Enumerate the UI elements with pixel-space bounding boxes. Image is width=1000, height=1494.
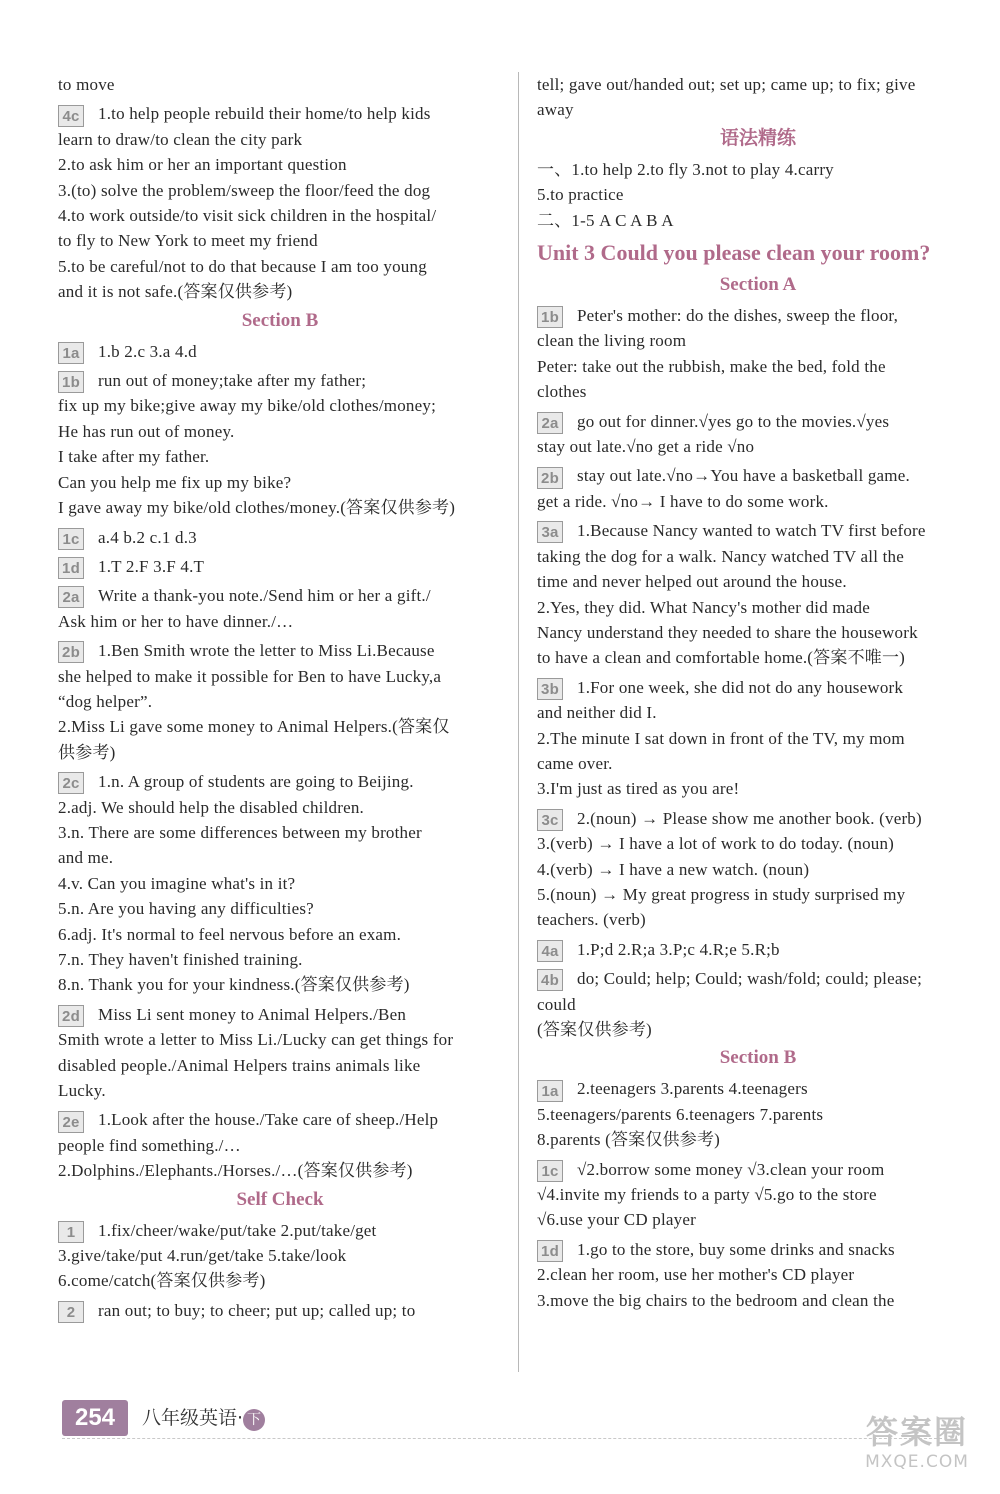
answer-line [537,569,979,594]
answer-line [58,339,502,364]
answer-text: clothes [537,382,587,402]
exercise-tag: 2a [58,586,84,608]
answer-line [58,203,502,228]
answer-line [58,664,502,689]
right-column [537,72,979,1313]
answer-text: 3.(to) solve the problem/sweep the floor/feed the dog [58,180,431,200]
answer-text: (答案仅供参考) [537,1020,652,1039]
answer-line [58,1107,502,1132]
answer-line [537,1182,979,1207]
answer-text: fix up my bike;give away my bike/old clothes/money; [58,396,436,416]
answer-line [537,1207,979,1232]
answer-line [58,228,502,253]
answer-line [537,1076,979,1101]
exercise-tag: 2b [58,641,84,663]
answer-text: run out of money;take after my father; [98,371,367,391]
answer-text: 3.n. There are some differences between my brother [58,822,422,842]
answer-text: 1.go to the store, buy some drinks and snacks [577,1239,895,1259]
exercise-tag: 1c [58,528,84,550]
exercise-tag: 2e [58,1111,84,1133]
answer-line [58,1218,502,1243]
answer-text: 一、1.to help 2.to fly 3.not to play 4.carry [537,159,834,179]
answer-text: 6.adj. It's normal to feel nervous before an exam. [58,924,402,944]
answer-line [58,1158,502,1183]
answer-text: 1.Ben Smith wrote the letter to Miss Li.Because [98,641,435,661]
answer-line [58,947,502,972]
answer-text: a.4 b.2 c.1 d.3 [98,527,197,547]
exercise-tag: 3a [537,521,563,543]
answer-text: Peter's mother: do the dishes, sweep the floor, [577,306,899,326]
answer-line [537,409,979,434]
answer-text: 5.(noun) → My great progress in study surprised my [537,884,906,904]
page-number: 254 [62,1400,128,1436]
answer-line [58,72,502,97]
answer-line [58,1243,502,1268]
answer-text: she helped to make it possible for Ben to have Lucky,a [58,666,442,686]
answer-line [537,751,979,776]
answer-text: Miss Li sent money to Animal Helpers./Ben [98,1004,407,1024]
answer-text: 1.Look after the house./Take care of sheep./Help [98,1110,439,1130]
exercise-tag: 4c [58,105,84,127]
answer-line [537,992,979,1017]
answer-text: tell; gave out/handed out; set up; came up; to fix; give [537,75,916,94]
answer-line [58,972,502,997]
answer-text: 1.b 2.c 3.a 4.d [98,341,197,361]
answer-line [537,1262,979,1287]
answer-text: Write a thank-you note./Send him or her a gift./ [98,586,431,606]
answer-text: clean the living room [537,331,687,351]
page-footer [62,1400,942,1439]
answer-line [58,922,502,947]
answer-text: Peter: take out the rubbish, make the bed, fold the [537,356,886,376]
answer-line [58,152,502,177]
answer-text: and it is not safe.(答案仅供参考) [58,282,293,302]
answer-line [58,714,502,739]
answer-text: and neither did I. [537,703,657,723]
answer-text: 3.I'm just as tired as you are! [537,779,740,799]
answer-text: to have a clean and comfortable home.(答案不唯一) [537,648,906,668]
answer-text: do; Could; help; Could; wash/fold; could; please; [577,969,923,989]
answer-text: 1.n. A group of students are going to Beijing. [98,772,414,792]
answer-text: ran out; to buy; to cheer; put up; called up; to [98,1300,416,1320]
answer-line [58,254,502,279]
answer-text: Nancy understand they needed to share the housework [537,622,918,642]
answer-text: √2.borrow some money √3.clean your room [577,1159,885,1179]
exercise-tag: 2a [537,412,563,434]
answer-text: 8.n. Thank you for your kindness.(答案仅供参考) [58,975,410,995]
answer-line [58,820,502,845]
answer-text: get a ride. √no→ I have to do some work. [537,491,829,511]
answer-text: “dog helper”. [58,691,153,711]
answer-line [537,379,979,404]
exercise-tag: 2b [537,467,563,489]
answer-line [58,127,502,152]
answer-line [537,907,979,932]
answer-line [58,583,502,608]
answer-text: taking the dog for a walk. Nancy watched TV all the [537,546,904,566]
answer-text: 4.(verb) → I have a new watch. (noun) [537,859,810,879]
answer-line [537,966,979,991]
answer-line [537,882,979,907]
answer-line [58,393,502,418]
answer-text: 2.The minute I sat down in front of the TV, my mom [537,728,905,748]
answer-line [58,1027,502,1052]
answer-text: 2.(noun) → Please show me another book. (verb) [577,808,922,828]
answer-text: 1.T 2.F 3.F 4.T [98,556,205,576]
answer-line [58,470,502,495]
answer-text: 3.(verb) → I have a lot of work to do today. (noun) [537,834,895,854]
answer-line [537,1102,979,1127]
exercise-tag: 1d [537,1240,563,1262]
answer-line [537,700,979,725]
exercise-tag: 1c [537,1160,563,1182]
answer-text: 3.move the big chairs to the bedroom and clean the [537,1290,895,1310]
answer-line [58,845,502,870]
answer-line [537,726,979,751]
answer-line [58,1298,502,1323]
book-title [142,1404,265,1432]
answer-line [58,740,502,765]
answer-line [58,1053,502,1078]
answer-text: √4.invite my friends to a party √5.go to the store [537,1185,877,1205]
answer-text: Lucky. [58,1081,106,1101]
exercise-tag: 1d [58,557,84,579]
answer-text: 3.give/take/put 4.run/get/take 5.take/look [58,1246,347,1266]
volume-badge: 下 [243,1409,265,1431]
answer-text: to move [58,75,115,94]
unit-title: Unit 3 Could you please clean your room? [537,240,931,266]
answer-text: 供参考) [58,742,116,762]
watermark-logo [852,1412,982,1472]
answer-line [537,303,979,328]
answer-text: I gave away my bike/old clothes/money.(答案仅供参考) [58,498,456,518]
answer-text: 2.Yes, they did. What Nancy's mother did made [537,597,870,617]
answer-line [537,544,979,569]
answer-text: 7.n. They haven't finished training. [58,950,303,969]
answer-line [58,638,502,663]
answer-text: learn to draw/to clean the city park [58,129,303,149]
answer-line [537,463,979,488]
answer-line [537,675,979,700]
watermark-title: 答案圈 [865,1413,968,1451]
answer-line [537,1157,979,1182]
section-heading: Section B [241,309,319,331]
answer-line [58,689,502,714]
answer-line [537,831,979,856]
answer-text: 5.teenagers/parents 6.teenagers 7.parents [537,1104,824,1124]
answer-line [537,857,979,882]
answer-line [58,101,502,126]
answer-text: 6.come/catch(答案仅供参考) [58,1271,266,1291]
answer-line [537,208,979,233]
answer-line [537,595,979,620]
answer-line [537,328,979,353]
answer-text: 2.to ask him or her an important question [58,155,347,175]
answer-line [58,495,502,520]
answer-text: go out for dinner.√yes go to the movies.√yes [577,411,890,431]
exercise-tag: 4a [537,940,563,962]
section-heading: Section B [719,1047,797,1069]
answer-text: He has run out of money. [58,421,235,441]
answer-text: 5.n. Are you having any difficulties? [58,899,314,919]
answer-line [537,645,979,670]
answer-text: came over. [537,753,613,773]
answer-text: 2.Dolphins./Elephants./Horses./…(答案仅供参考) [58,1161,413,1181]
answer-text: 4.to work outside/to visit sick children in the hospital/ [58,206,437,226]
answer-text: away [537,100,574,120]
book-title-text: 八年级英语· [142,1407,244,1429]
answer-text: 5.to practice [537,185,624,205]
answer-text: disabled people./Animal Helpers trains animals like [58,1055,421,1075]
column-divider [518,72,519,1372]
answer-text: 2.clean her room, use her mother's CD player [537,1265,855,1285]
answer-text: Ask him or her to have dinner./… [58,611,294,631]
answer-line [537,157,979,182]
exercise-tag: 2 [58,1301,84,1323]
exercise-tag: 1a [537,1080,563,1102]
exercise-tag: 1b [537,306,563,328]
answer-line [58,871,502,896]
answer-text: I take after my father. [58,447,210,467]
section-heading: Section A [719,274,797,296]
exercise-tag: 3c [537,809,563,831]
answer-line [537,776,979,801]
answer-line [58,1133,502,1158]
answer-text: Smith wrote a letter to Miss Li./Lucky can get things for [58,1030,454,1050]
exercise-tag: 2d [58,1005,84,1027]
answer-text: 5.to be careful/not to do that because I am too young [58,256,427,276]
answer-line [537,937,979,962]
answer-line [58,795,502,820]
answer-line [58,554,502,579]
answer-text: teachers. (verb) [537,910,646,930]
answer-line [58,896,502,921]
section-heading: 语法精练 [719,127,796,149]
answer-line [58,279,502,304]
answer-line [537,806,979,831]
answer-line [537,434,979,459]
answer-text: 8.parents (答案仅供参考) [537,1130,721,1150]
answer-text: time and never helped out around the house. [537,572,847,592]
answer-line [537,1017,979,1042]
answer-line [58,609,502,634]
answer-line [537,97,979,122]
answer-line [537,1127,979,1152]
answer-line [58,444,502,469]
answer-text: 2.adj. We should help the disabled children. [58,797,364,817]
answer-text: 二、1-5 A C A B A [537,210,674,230]
answer-text: 1.For one week, she did not do any housework [577,677,904,697]
answer-line [537,72,979,97]
answer-line [58,769,502,794]
answer-text: to fly to New York to meet my friend [58,231,318,251]
answer-text: 2.Miss Li gave some money to Animal Helpers.(答案仅 [58,717,450,737]
answer-line [537,1237,979,1262]
exercise-tag: 1a [58,342,84,364]
exercise-tag: 4b [537,969,563,991]
answer-line [58,419,502,444]
answer-text: 2.teenagers 3.parents 4.teenagers [577,1079,808,1099]
answer-line [537,182,979,207]
answer-text: and me. [58,848,114,868]
answer-text: 1.P;d 2.R;a 3.P;c 4.R;e 5.R;b [577,939,780,959]
answer-text: stay out late.√no→You have a basketball game. [577,466,910,486]
answer-text: people find something./… [58,1135,241,1155]
answer-line [58,1078,502,1103]
answer-text: √6.use your CD player [537,1210,696,1230]
answer-text: stay out late.√no get a ride √no [537,437,755,457]
exercise-tag: 3b [537,678,563,700]
left-column [58,72,502,1323]
answer-line [58,1268,502,1293]
answer-line [58,178,502,203]
answer-text: 1.to help people rebuild their home/to help kids [98,104,431,124]
answer-text: could [537,994,576,1014]
answer-text: 1.fix/cheer/wake/put/take 2.put/take/get [98,1220,377,1240]
answer-line [537,354,979,379]
section-heading: Self Check [236,1188,324,1210]
answer-text: 4.v. Can you imagine what's in it? [58,873,296,893]
answer-line [537,620,979,645]
watermark-url: MXQE.COM [865,1452,969,1472]
answer-text: 1.Because Nancy wanted to watch TV first before [577,521,926,541]
exercise-tag: 2c [58,772,84,794]
exercise-tag: 1 [58,1221,84,1243]
answer-text: Can you help me fix up my bike? [58,472,292,492]
answer-line [537,518,979,543]
exercise-tag: 1b [58,371,84,393]
answer-line [537,489,979,514]
answer-line [58,368,502,393]
answer-line [58,525,502,550]
answer-line [58,1002,502,1027]
answer-line [537,1288,979,1313]
